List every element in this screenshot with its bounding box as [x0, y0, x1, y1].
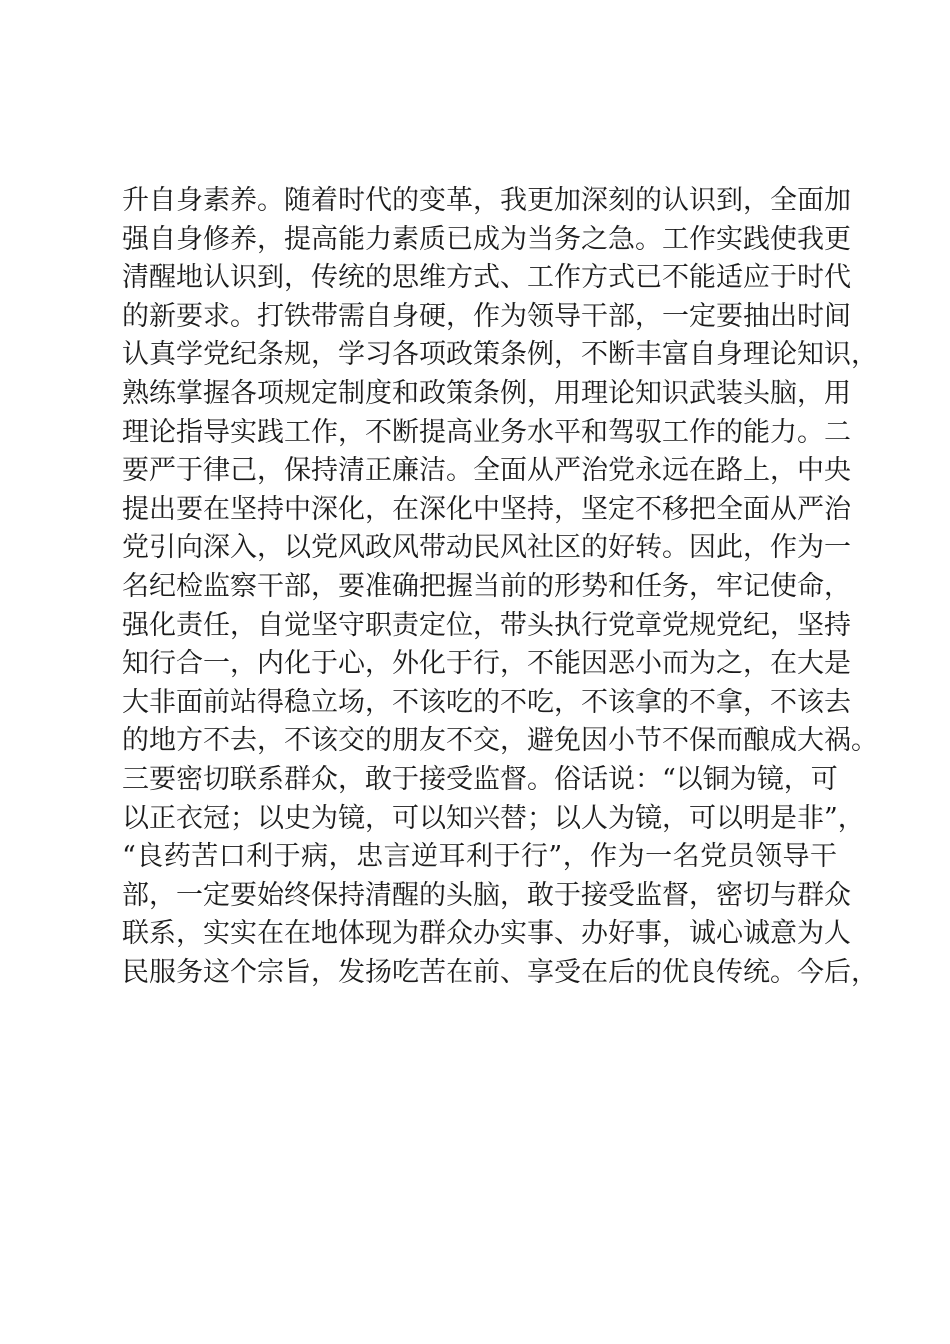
text-line: 部，一定要始终保持清醒的头脑，敢于接受监督，密切与群众	[122, 879, 851, 911]
text-line: 提出要在坚持中深化，在深化中坚持，坚定不移把全面从严治	[122, 493, 851, 525]
text-line: 的地方不去，不该交的朋友不交，避免因小节不保而酿成大祸。	[122, 725, 878, 757]
text-line: 强化责任，自觉坚守职责定位，带头执行党章党规党纪，坚持	[122, 609, 851, 641]
text-line: 要严于律己，保持清正廉洁。全面从严治党永远在路上，中央	[122, 455, 851, 487]
text-line: 强自身修养，提高能力素质已成为当务之急。工作实践使我更	[122, 223, 851, 255]
text-line: 三要密切联系群众，敢于接受监督。俗话说：“以铜为镜，可	[122, 763, 838, 795]
text-line: 清醒地认识到，传统的思维方式、工作方式已不能适应于时代	[122, 262, 851, 294]
text-line: 认真学党纪条规，学习各项政策条例，不断丰富自身理论知识，	[122, 339, 878, 371]
text-line: 以正衣冠；以史为镜，可以知兴替；以人为镜，可以明是非”，	[122, 802, 865, 834]
body-text	[122, 182, 878, 992]
text-line: 升自身素养。随着时代的变革，我更加深刻的认识到，全面加	[122, 185, 851, 216]
text-line: 熟练掌握各项规定制度和政策条例，用理论知识武装头脑，用	[122, 377, 851, 409]
text-line: 联系，实实在在地体现为群众办实事、办好事，诚心诚意为人	[122, 918, 851, 950]
text-line: 大非面前站得稳立场，不该吃的不吃，不该拿的不拿，不该去	[122, 686, 851, 718]
text-line: 名纪检监察干部，要准确把握当前的形势和任务，牢记使命，	[122, 570, 851, 602]
text-line: 党引向深入，以党风政风带动民风社区的好转。因此，作为一	[122, 532, 851, 564]
text-line: 的新要求。打铁带需自身硬，作为领导干部，一定要抽出时间	[122, 300, 851, 332]
text-line: “良药苦口利于病，忠言逆耳利于行”，作为一名党员领导干	[122, 841, 837, 873]
text-line: 理论指导实践工作，不断提高业务水平和驾驭工作的能力。二	[122, 416, 851, 448]
text-line: 民服务这个宗旨，发扬吃苦在前、享受在后的优良传统。今后，	[122, 956, 878, 988]
text-line: 知行合一，内化于心，外化于行，不能因恶小而为之，在大是	[122, 648, 851, 680]
